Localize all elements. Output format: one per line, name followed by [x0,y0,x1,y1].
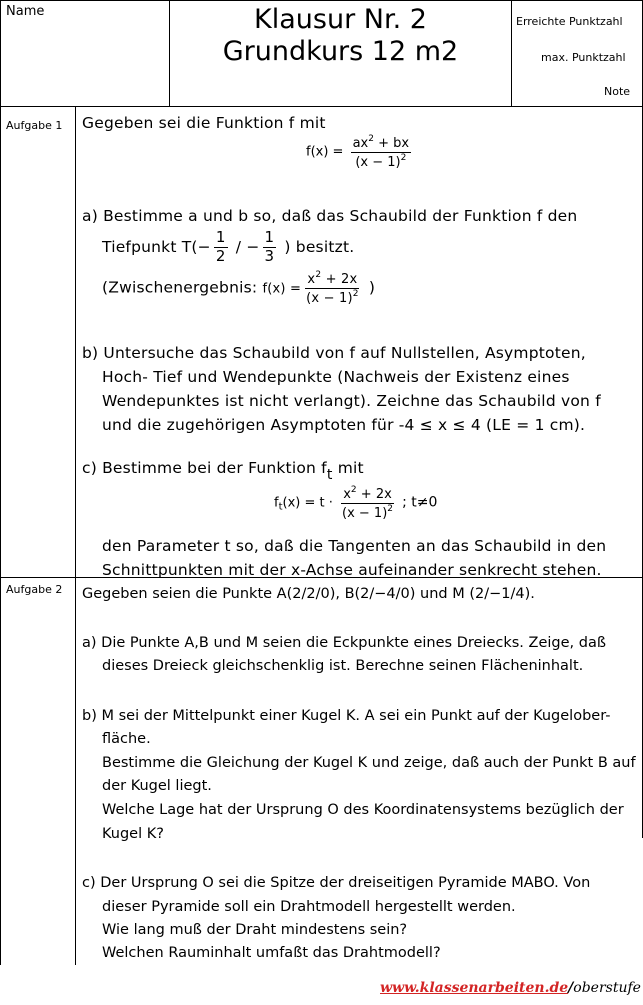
aufgabe1-b-line4: und die zugehörigen Asymptoten für -4 ≤ x ≤ 4 (LE = 1 cm). [102,416,586,434]
points-max-label: max. Punktzahl [541,51,626,64]
header-border-bottom [0,106,643,107]
aufgabe2-b-line1: b) M sei der Mittelpunkt einer Kugel K. A sei ein Punkt auf der Kugelober- [82,708,611,724]
aufgabe1-intro: Gegeben sei die Funktion f mit [82,114,326,132]
aufgabe2-b-line2: fläche. [102,731,151,747]
aufgabe2-b-line6: Kugel K? [102,826,164,842]
aufgabe1-c-line2: den Parameter t so, daß die Tangenten an das Schaubild in den [102,537,607,555]
aufgabe2-a-line2: dieses Dreieck gleichschenklig ist. Berechne seinen Flächeninhalt. [102,658,584,674]
aufgabe1-c-line3: Schnittpunkten mit der x-Achse aufeinander senkrecht stehen. [102,561,602,579]
body-border-left [0,106,1,965]
header-border-top [0,0,643,1]
aufgabe2-b-line4: der Kugel liegt. [102,778,212,794]
aufgabe1-b-line2: Hoch- Tief und Wendepunkte (Nachweis der Existenz eines [102,368,570,386]
label-column-divider [75,106,76,965]
zwischenergebnis-fraction: $\frac{x^2 + 2x}{(x - 1)^2}$ [306,270,359,306]
footer-site-link[interactable]: www.klassenarbeiten.de/oberstufe [380,980,641,996]
grade-label: Note [604,85,631,98]
name-label: Name [6,4,45,19]
header-border-left [0,0,1,107]
aufgabe1-function-ft: $f_t(x) = t$ · $\frac{x^2 + 2x}{(x - 1)^2}$ ; t≠0 [274,485,438,521]
tiefpunkt-y-fraction: $\frac{1}{3}$ [264,228,275,265]
aufgabe1-c-line1: c) Bestimme bei der Funktion $f_t$ mit [82,459,364,483]
aufgabe2-c-line3: Wie lang muß der Draht mindestens sein? [102,922,408,938]
aufgabe1-a-line1: a) Bestimme a und b so, daß das Schaubild der Funktion f den [82,207,578,225]
aufgabe1-b-line1: b) Untersuche das Schaubild von f auf Nullstellen, Asymptoten, [82,344,586,362]
page-title-line2: Grundkurs 12 m2 [222,36,459,67]
aufgabe2-intro: Gegeben seien die Punkte A(2/2/0), B(2/−4/0) und M (2/−1/4). [82,586,535,602]
aufgabe2-label: Aufgabe 2 [6,583,63,596]
aufgabe1-b-line3: Wendepunktes ist nicht verlangt). Zeichne das Schaubild von f [102,392,601,410]
aufgabe2-c-line4: Welchen Rauminhalt umfaßt das Drahtmodell? [102,945,441,961]
header-divider-2 [511,0,512,107]
function-f-fraction: $\frac{ax^2 + bx}{(x - 1)^2}$ [352,134,410,170]
aufgabe1-a-line2: Tiefpunkt T(− $\frac{1}{2}$ / − $\frac{1}{3}$ ) besitzt. [102,228,355,265]
aufgabe2-a-line1: a) Die Punkte A,B und M seien die Eckpunkte eines Dreiecks. Zeige, daß [82,635,606,651]
aufgabe2-b-line5: Welche Lage hat der Ursprung O des Koordinatensystems bezüglich der [102,802,624,818]
aufgabe2-c-line1: c) Der Ursprung O sei die Spitze der dreiseitigen Pyramide MABO. Von [82,875,591,891]
function-ft-fraction: $\frac{x^2 + 2x}{(x - 1)^2}$ [342,485,393,521]
aufgabe1-zwischenergebnis: (Zwischenergebnis: f(x) = $\frac{x^2 + 2x}{(x - 1)^2}$ ) [102,270,376,306]
page-title-line1: Klausur Nr. 2 [254,4,427,35]
points-achieved-label: Erreichte Punktzahl [516,15,623,28]
tiefpunkt-x-fraction: $\frac{1}{2}$ [215,228,226,265]
aufgabe2-c-line2: dieser Pyramide soll ein Drahtmodell hergestellt werden. [102,899,516,915]
aufgabe1-function-f: f(x) = $\frac{ax^2 + bx}{(x - 1)^2}$ [306,134,410,170]
aufgabe2-b-line3: Bestimme die Gleichung der Kugel K und zeige, daß auch der Punkt B auf [102,755,636,771]
aufgabe1-label: Aufgabe 1 [6,119,63,132]
